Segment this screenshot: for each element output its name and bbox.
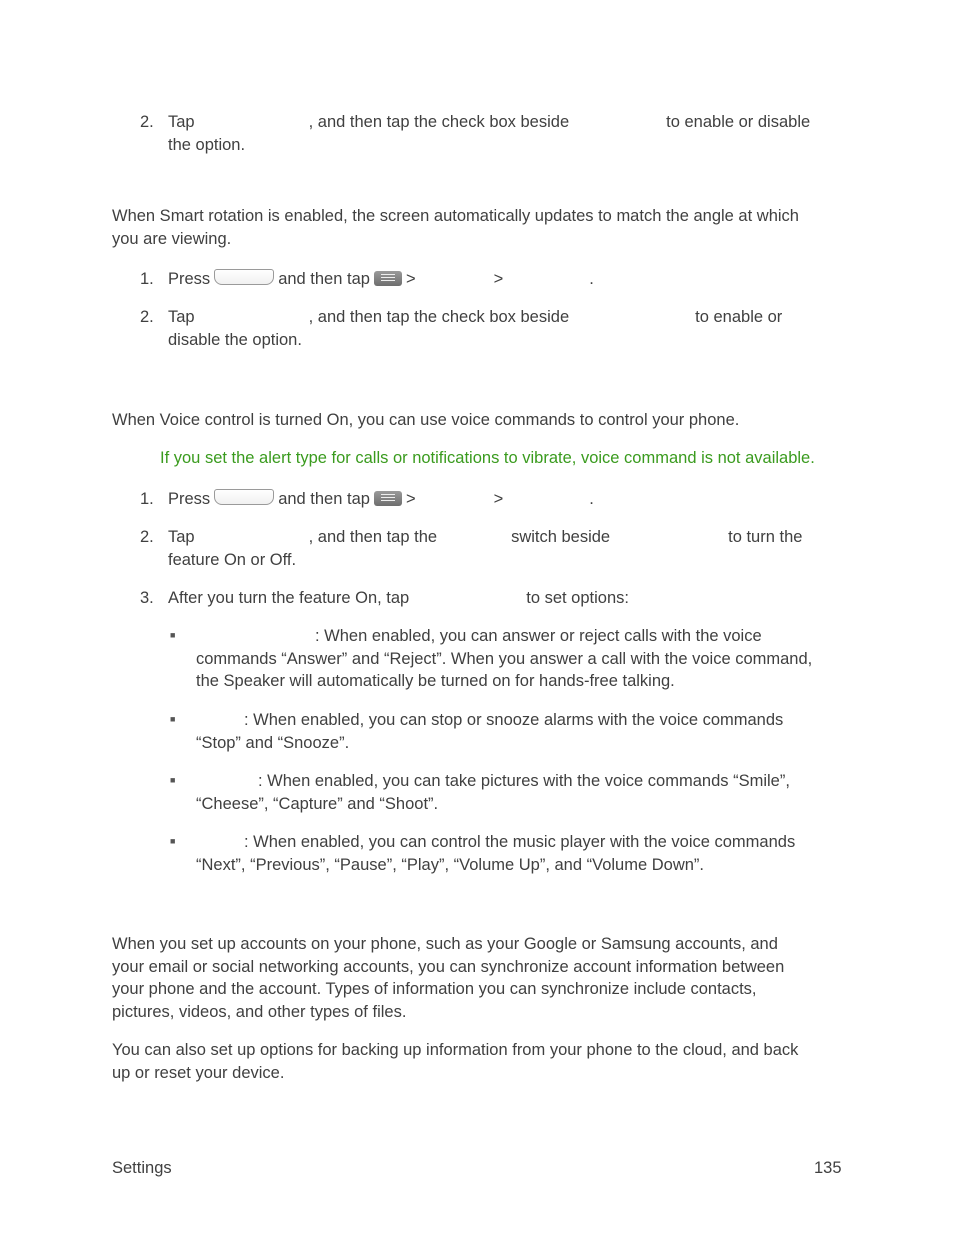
bullet-item: : When enabled, you can answer or reject calls with the voice commands “Answer” and “Reject”. When you answer a call with the voice command, the Speaker will automatically be turned on for hands-free talking.: [196, 627, 813, 691]
step-text: After you turn the feature On, tap to set options:: [168, 589, 629, 607]
page-number: 135: [814, 1159, 842, 1177]
step-text: [168, 111, 838, 156]
bullet-item: : When enabled, you can stop or snooze alarms with the voice commands “Stop” and “Snooze”.: [196, 711, 784, 752]
press-home-step: Press and then tap > > .: [168, 270, 594, 288]
bullet-item: : When enabled, you can control the music player with the voice commands “Next”, “Previous”, “Pause”, “Play”, “Volume Up”, and “Volume Down”.: [196, 833, 796, 874]
step-number: 2.: [140, 528, 154, 546]
bullet-marker: ■: [170, 630, 176, 640]
note-text: If you set the alert type for calls or notifications to vibrate, voice command is not available.: [160, 449, 815, 467]
accounts-backup-text: You can also set up options for backing up information from your phone to the cloud, and back up or reset your device.: [112, 1041, 799, 1082]
accounts-intro: When you set up accounts on your phone, such as your Google or Samsung accounts, and your email or social networking accounts, you can synchronize account information between your phone and the account. Types of information you can synchronize include contacts, pictures, videos, and other types of files.: [112, 935, 785, 1021]
step-mid: , and then tap the check box beside: [308, 113, 570, 131]
step-end: to enable or disable: [666, 113, 811, 131]
step-number: 2.: [140, 308, 154, 326]
step-text: Tap , and then tap the switch beside to turn the feature On or Off.: [168, 528, 803, 569]
step-number: 1.: [140, 490, 154, 508]
bullet-marker: ■: [170, 714, 176, 724]
step-tap: Tap: [168, 113, 195, 131]
step-number: 3.: [140, 589, 154, 607]
footer-section: Settings: [112, 1159, 172, 1177]
step-number: 2.: [140, 113, 154, 131]
menu-key-icon: [374, 491, 402, 506]
home-key-icon: [214, 489, 274, 505]
menu-key-icon: [374, 271, 402, 286]
step-line2: the option.: [168, 135, 246, 154]
bullet-marker: ■: [170, 836, 176, 846]
bullet-item: : When enabled, you can take pictures with the voice commands “Smile”, “Cheese”, “Capture” and “Shoot”.: [196, 772, 790, 813]
press-home-step: Press and then tap > > .: [168, 490, 594, 508]
bullet-marker: ■: [170, 775, 176, 785]
smart-rotation-intro: When Smart rotation is enabled, the screen automatically updates to match the angle at which you are viewing.: [112, 207, 799, 248]
step-number: 1.: [140, 270, 154, 288]
voice-control-intro: When Voice control is turned On, you can use voice commands to control your phone.: [112, 411, 740, 429]
home-key-icon: [214, 269, 274, 285]
step-text: Tap , and then tap the check box beside to enable or disable the option.: [168, 308, 783, 349]
